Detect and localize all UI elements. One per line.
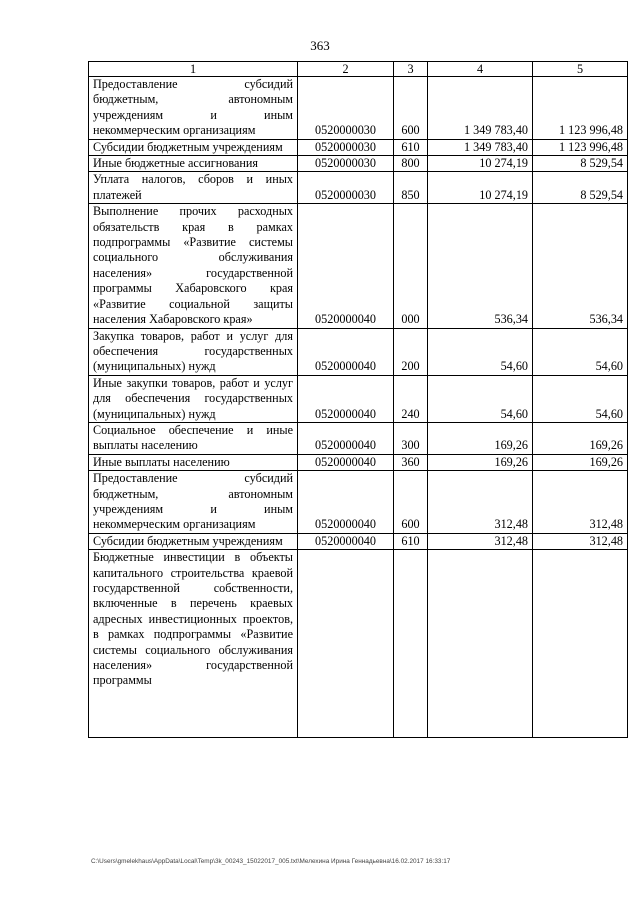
table-row <box>89 422 628 454</box>
target-article-cell: 0520000040 <box>298 454 394 470</box>
expense-type-cell: 300 <box>394 422 428 454</box>
amount-col4-cell: 312,48 <box>428 471 533 534</box>
amount-col4-cell: 10 274,19 <box>428 172 533 204</box>
amount-col4-cell: 54,60 <box>428 375 533 422</box>
row-name-cell: Бюджетные инвестиции в объекты капитального строительства краевой государственной собственности, включенные в перечень краевых адресных инвестиционных проектов, в рамках подпрограммы «Развитие системы социального обслуживания населения» государственной программы <box>89 550 298 738</box>
header-row <box>89 62 628 77</box>
row-name-cell: Социальное обеспечение и иные выплаты населению <box>89 422 298 454</box>
target-article-cell: 0520000040 <box>298 204 394 328</box>
table-row <box>89 172 628 204</box>
table-row <box>89 454 628 470</box>
table-row <box>89 375 628 422</box>
amount-col5-cell: 8 529,54 <box>533 156 628 172</box>
amount-col4-cell: 536,34 <box>428 204 533 328</box>
table-row <box>89 328 628 375</box>
amount-col4-cell: 169,26 <box>428 454 533 470</box>
amount-col5-cell: 54,60 <box>533 328 628 375</box>
target-article-cell: 0520000040 <box>298 471 394 534</box>
amount-col5-cell: 8 529,54 <box>533 172 628 204</box>
amount-col5-cell: 1 123 996,48 <box>533 77 628 140</box>
column-header: 2 <box>298 62 394 77</box>
table-row <box>89 77 628 140</box>
table-body <box>89 62 628 738</box>
column-header: 4 <box>428 62 533 77</box>
table-row <box>89 471 628 534</box>
table-row <box>89 156 628 172</box>
amount-col5-cell: 312,48 <box>533 471 628 534</box>
page-number: 363 <box>310 38 330 53</box>
target-article-cell: 0520000030 <box>298 172 394 204</box>
amount-col5-cell: 312,48 <box>533 533 628 549</box>
expense-type-cell: 800 <box>394 156 428 172</box>
row-name-cell: Закупка товаров, работ и услуг для обеспечения государственных (муниципальных) нужд <box>89 328 298 375</box>
amount-col4-cell <box>428 550 533 738</box>
row-name-cell: Иные закупки товаров, работ и услуг для обеспечения государственных (муниципальных) нужд <box>89 375 298 422</box>
amount-col4-cell: 169,26 <box>428 422 533 454</box>
column-header: 1 <box>89 62 298 77</box>
row-name-cell: Иные выплаты населению <box>89 454 298 470</box>
table-row <box>89 533 628 549</box>
amount-col5-cell: 54,60 <box>533 375 628 422</box>
expense-type-cell: 000 <box>394 204 428 328</box>
footer-file-path: C:\Users\gmelekhaus\AppData\Local\Temp\3k_00243_15022017_005.txt\Мелехина Ирина Геннадьевна\16.02.2017 16:33:17 <box>91 858 451 865</box>
amount-col4-cell: 1 349 783,40 <box>428 139 533 155</box>
amount-col4-cell: 312,48 <box>428 533 533 549</box>
expense-type-cell: 600 <box>394 77 428 140</box>
amount-col5-cell: 169,26 <box>533 454 628 470</box>
table-row <box>89 139 628 155</box>
amount-col5-cell <box>533 550 628 738</box>
target-article-cell: 0520000040 <box>298 375 394 422</box>
row-name-cell: Субсидии бюджетным учреждениям <box>89 533 298 549</box>
amount-col4-cell: 54,60 <box>428 328 533 375</box>
expense-type-cell: 610 <box>394 139 428 155</box>
table-row <box>89 204 628 328</box>
row-name-cell: Предоставление субсидий бюджетным, автономным учреждениям и иным некоммерческим организациям <box>89 77 298 140</box>
expense-type-cell: 360 <box>394 454 428 470</box>
expense-type-cell: 850 <box>394 172 428 204</box>
target-article-cell: 0520000040 <box>298 533 394 549</box>
row-name-cell: Иные бюджетные ассигнования <box>89 156 298 172</box>
target-article-cell: 0520000030 <box>298 77 394 140</box>
expense-type-cell: 600 <box>394 471 428 534</box>
amount-col5-cell: 536,34 <box>533 204 628 328</box>
amount-col5-cell: 169,26 <box>533 422 628 454</box>
row-name-cell: Выполнение прочих расходных обязательств края в рамках подпрограммы «Развитие системы социального обслуживания населения» государственной программы Хабаровского края «Развитие социальной защиты населения Хабаровского края» <box>89 204 298 328</box>
target-article-cell: 0520000040 <box>298 422 394 454</box>
amount-col4-cell: 1 349 783,40 <box>428 77 533 140</box>
amount-col5-cell: 1 123 996,48 <box>533 139 628 155</box>
expense-type-cell <box>394 550 428 738</box>
column-header: 5 <box>533 62 628 77</box>
budget-table <box>88 61 628 738</box>
expense-type-cell: 240 <box>394 375 428 422</box>
expense-type-cell: 610 <box>394 533 428 549</box>
target-article-cell: 0520000030 <box>298 156 394 172</box>
amount-col4-cell: 10 274,19 <box>428 156 533 172</box>
target-article-cell: 0520000030 <box>298 139 394 155</box>
column-header: 3 <box>394 62 428 77</box>
row-name-cell: Уплата налогов, сборов и иных платежей <box>89 172 298 204</box>
row-name-cell: Субсидии бюджетным учреждениям <box>89 139 298 155</box>
target-article-cell <box>298 550 394 738</box>
table-row-continued <box>89 550 628 738</box>
row-name-cell: Предоставление субсидий бюджетным, автономным учреждениям и иным некоммерческим организациям <box>89 471 298 534</box>
target-article-cell: 0520000040 <box>298 328 394 375</box>
expense-type-cell: 200 <box>394 328 428 375</box>
